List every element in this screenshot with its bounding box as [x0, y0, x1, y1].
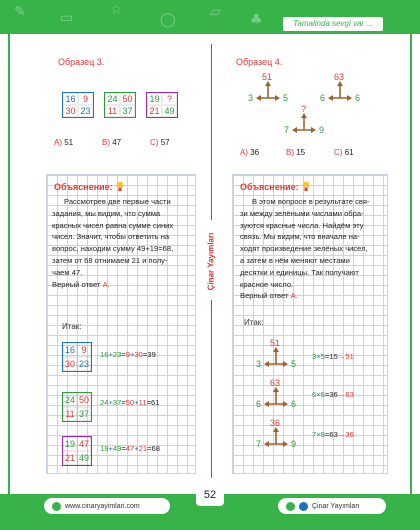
text-line: красных чисел равна сумме синих — [52, 220, 174, 230]
text-line: красное число. — [240, 279, 294, 289]
text-line: вопрос, находим сумму 49+19=68, — [52, 244, 174, 254]
left-options — [54, 138, 194, 150]
triangle-top: 63 — [334, 72, 345, 82]
square-cell: 50 — [120, 93, 135, 105]
square-cell: 30 — [63, 105, 78, 117]
triangle-left: 3 — [248, 93, 254, 103]
right-explanation — [240, 196, 388, 302]
result-equation-3: 7×9=63→36 — [312, 430, 354, 439]
triangle-top: 51 — [270, 338, 281, 348]
square-cell: 49 — [162, 105, 177, 117]
square-cell: 23 — [78, 105, 93, 117]
sample-square-1 — [62, 92, 94, 118]
result-triangle-1 — [254, 338, 304, 378]
text-line: чаем 47. — [52, 267, 83, 277]
text-line: задания, мы видим, что сумма — [52, 208, 161, 218]
right-heading: Образец 4. — [236, 57, 283, 67]
square-cell: 16 — [64, 345, 75, 355]
square-cell: 21 — [147, 105, 162, 117]
text-line: связь. Мы видим, что вначале на- — [240, 232, 360, 242]
square-cell: 11 — [105, 105, 120, 117]
triangle-right: 6 — [291, 399, 297, 409]
option-c[interactable]: C) 57 — [150, 138, 170, 147]
text-line: а затем в нём меняют местами — [240, 255, 350, 265]
square-cell: ? — [162, 93, 177, 105]
option-a[interactable]: A) 36 — [240, 148, 260, 157]
result-equation-2: 6×6=36→63 — [312, 390, 354, 399]
instagram-icon — [286, 502, 295, 511]
result-triangle-3 — [254, 418, 304, 458]
triangle-left: 6 — [256, 399, 262, 409]
website-text: www.cinaryayimlari.com — [65, 502, 140, 510]
triangle-left: 3 — [256, 359, 262, 369]
result-square-1 — [62, 342, 92, 372]
result-equation-1: 3×5=15→51 — [312, 352, 354, 361]
pencil-doodle-icon: ✎ — [14, 4, 26, 20]
square-cell: 23 — [78, 359, 89, 369]
triangle-right: 9 — [291, 439, 297, 449]
sample-triangle-3 — [282, 104, 332, 144]
sample-square-2 — [104, 92, 136, 118]
triangle-top: 51 — [262, 72, 273, 82]
text-line: зи между зелёными числами обра- — [240, 208, 364, 218]
square-cell: 11 — [63, 407, 77, 421]
option-b[interactable]: B) 15 — [286, 148, 306, 157]
triangle-top: ? — [301, 104, 307, 114]
text-line: зуются красные числа. Найдём эту — [240, 220, 364, 230]
correct-answer: Верный ответ A. — [240, 291, 298, 301]
triangle-left: 7 — [256, 439, 262, 449]
apple-doodle-icon: ♣ — [250, 12, 263, 28]
text-line: ходят произведение зелёных чисел, — [240, 244, 368, 254]
page-number: 52 — [196, 484, 224, 506]
square-cell: 24 — [64, 395, 75, 405]
text-line: В этом вопросе в результате свя- — [252, 197, 370, 206]
arrow-cross-icon — [282, 104, 332, 144]
text-line: десятки и единицы. Так получают — [240, 267, 359, 277]
square-cell: 47 — [78, 439, 89, 449]
book-doodle-icon: ▭ — [60, 10, 74, 26]
square-cell: 21 — [64, 453, 75, 463]
square-cell: 37 — [120, 105, 135, 117]
header-band — [0, 0, 420, 34]
right-summary-label: Итак: — [244, 318, 264, 327]
result-square-3 — [62, 436, 92, 466]
social-text: Çinar Yayımları — [312, 502, 360, 510]
result-triangle-2 — [254, 378, 304, 418]
correct-answer: Верный ответ A. — [52, 279, 110, 289]
result-equation-3: 19+49=47+21=68 — [100, 444, 161, 453]
left-heading: Образец 3. — [58, 57, 105, 67]
square-cell: 19 — [147, 93, 162, 105]
triangle-left: 7 — [284, 125, 290, 135]
facebook-icon — [299, 502, 308, 511]
result-equation-2: 24+37=50+11=61 — [100, 398, 160, 407]
star-doodle-icon: ☆ — [110, 2, 123, 18]
result-equation-1: 16+23=9+30=39 — [100, 350, 156, 359]
globe-icon — [52, 502, 61, 511]
lightbulb-icon — [301, 180, 311, 192]
triangle-right: 9 — [319, 125, 325, 135]
text-line: затем от 68 отнимаем 21 и полу- — [52, 255, 168, 265]
option-c[interactable]: C) 61 — [334, 148, 354, 157]
sample-square-3 — [146, 92, 178, 118]
triangle-top: 36 — [270, 418, 281, 428]
square-cell: 49 — [78, 453, 89, 463]
website-link[interactable] — [44, 498, 170, 514]
ruler-doodle-icon: ▱ — [210, 4, 221, 20]
text-line: Рассмотрев две первые части — [64, 197, 171, 206]
square-cell: 16 — [63, 93, 78, 105]
divider-line-bottom — [211, 300, 212, 478]
divider-line-top — [211, 44, 212, 220]
left-explanation — [52, 196, 196, 290]
square-cell: 30 — [64, 359, 75, 369]
triangle-right: 5 — [291, 359, 297, 369]
option-b[interactable]: B) 47 — [102, 138, 122, 147]
right-border — [410, 34, 420, 494]
social-link[interactable] — [278, 498, 386, 514]
triangle-right: 5 — [283, 93, 289, 103]
square-cell: 37 — [78, 409, 89, 419]
left-border — [0, 34, 10, 494]
option-a[interactable]: A) 51 — [54, 138, 74, 147]
triangle-top: 63 — [270, 378, 281, 388]
square-cell: 19 — [64, 439, 75, 449]
triangle-left: 6 — [320, 93, 326, 103]
left-summary-label: Итак: — [62, 322, 82, 331]
square-cell: 24 — [105, 93, 120, 105]
result-square-2 — [62, 392, 92, 422]
center-brand-label: Çinar Yayımları — [206, 232, 216, 290]
square-cell: 9 — [78, 93, 93, 105]
square-cell: 9 — [77, 343, 91, 357]
triangle-right: 6 — [355, 93, 361, 103]
lightbulb-icon — [115, 180, 125, 192]
right-explanation-title: Объяснение: — [240, 180, 311, 192]
left-explanation-title: Объяснение: — [54, 180, 125, 192]
square-cell: 50 — [78, 395, 89, 405]
header-title: Tamalinda sevgi var ... — [282, 16, 384, 32]
right-options — [240, 148, 380, 160]
text-line: чисел. Значит, чтобы ответить на — [52, 232, 170, 242]
globe-doodle-icon: ◯ — [160, 12, 176, 28]
